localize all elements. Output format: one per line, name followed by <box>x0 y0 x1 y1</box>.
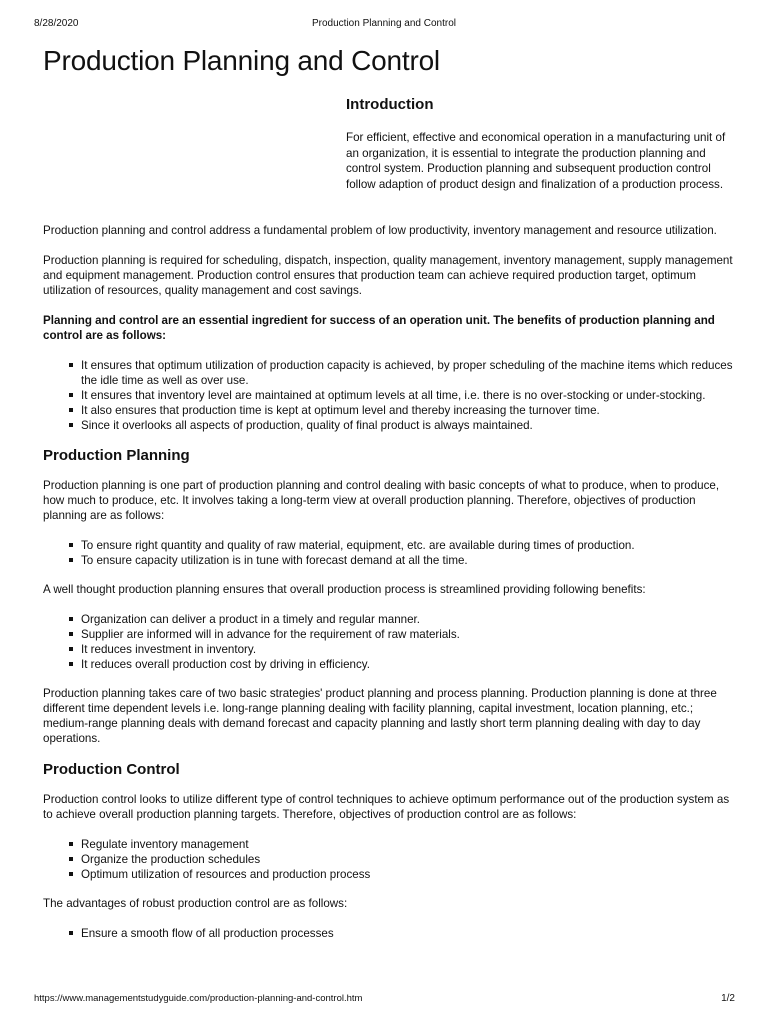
list-item: It reduces investment in inventory. <box>81 642 733 657</box>
list-item: Optimum utilization of resources and production process <box>81 867 733 882</box>
list-item: Ensure a smooth flow of all production processes <box>81 926 733 941</box>
benefits-list <box>43 358 733 433</box>
body-paragraph: The advantages of robust production control are as follows: <box>43 897 348 910</box>
body-paragraph: Production planning is one part of production planning and control dealing with basic concepts of what to produce, when to produce, how much to produce, etc. It involves taking a long-term view at overall production planning. Therefore, objectives of production planning are as follows: <box>43 479 720 522</box>
list-item: It also ensures that production time is kept at optimum level and thereby increasing the turnover time. <box>81 403 733 418</box>
control-objectives-list <box>43 837 733 882</box>
body-paragraph: Production planning and control address a fundamental problem of low productivity, inventory management and resource utilization. <box>43 224 717 237</box>
list-item: To ensure capacity utilization is in tune with forecast demand at all the time. <box>81 553 733 568</box>
body-paragraph: Production planning is required for scheduling, dispatch, inspection, quality management, inventory management, supply management and equipment management. Production control ensures that production team can achieve required production target, optimum utilization of resources, quality management and cost savings. <box>43 254 733 297</box>
benefits-intro: Planning and control are an essential ingredient for success of an operation unit. The benefits of production planning and control are as follows: <box>43 314 715 342</box>
body-paragraph: Production planning takes care of two basic strategies' product planning and process planning. Production planning is done at three different time dependent levels i.e. long-range planning dealing with facility planning, capital investment, location planning, etc.; medium-range planning deals with demand forecast and capacity planning and lastly short term planning dealing with day to day operations. <box>43 687 717 745</box>
list-item: Organization can deliver a product in a timely and regular manner. <box>81 612 733 627</box>
list-item: Since it overlooks all aspects of production, quality of final product is always maintained. <box>81 418 733 433</box>
print-date: 8/28/2020 <box>34 18 79 29</box>
planning-benefits-list <box>43 612 733 672</box>
article-body <box>43 223 733 955</box>
list-item: To ensure right quantity and quality of raw material, equipment, etc. are available during times of production. <box>81 538 733 553</box>
control-advantages-list <box>43 926 733 941</box>
intro-heading: Introduction <box>346 96 434 113</box>
page-title: Production Planning and Control <box>43 45 440 76</box>
body-paragraph: A well thought production planning ensures that overall production process is streamlined providing following benefits: <box>43 583 646 596</box>
list-item: Regulate inventory management <box>81 837 733 852</box>
list-item: It reduces overall production cost by driving in efficiency. <box>81 657 733 672</box>
page-number: 1/2 <box>721 993 735 1004</box>
list-item: Supplier are informed will in advance for the requirement of raw materials. <box>81 627 733 642</box>
section-heading-control: Production Control <box>43 761 180 778</box>
list-item: It ensures that inventory level are maintained at optimum levels at all time, i.e. there is no over-stocking or under-stocking. <box>81 388 733 403</box>
print-header-title: Production Planning and Control <box>312 18 456 29</box>
planning-objectives-list <box>43 538 733 568</box>
source-url: https://www.managementstudyguide.com/production-planning-and-control.htm <box>34 993 363 1004</box>
intro-paragraph: For efficient, effective and economical operation in a manufacturing unit of an organization, it is essential to integrate the production planning and control system. Production planning and subsequent production control follow adaption of product design and finalization of a production process. <box>346 131 726 191</box>
list-item: Organize the production schedules <box>81 852 733 867</box>
body-paragraph: Production control looks to utilize different type of control techniques to achieve optimum performance out of the production system as to achieve overall production planning targets. Therefore, objectives of production control are as follows: <box>43 793 730 821</box>
list-item: It ensures that optimum utilization of production capacity is achieved, by proper scheduling of the machine items which reduces the idle time as well as over use. <box>81 359 733 387</box>
section-heading-planning: Production Planning <box>43 447 190 464</box>
